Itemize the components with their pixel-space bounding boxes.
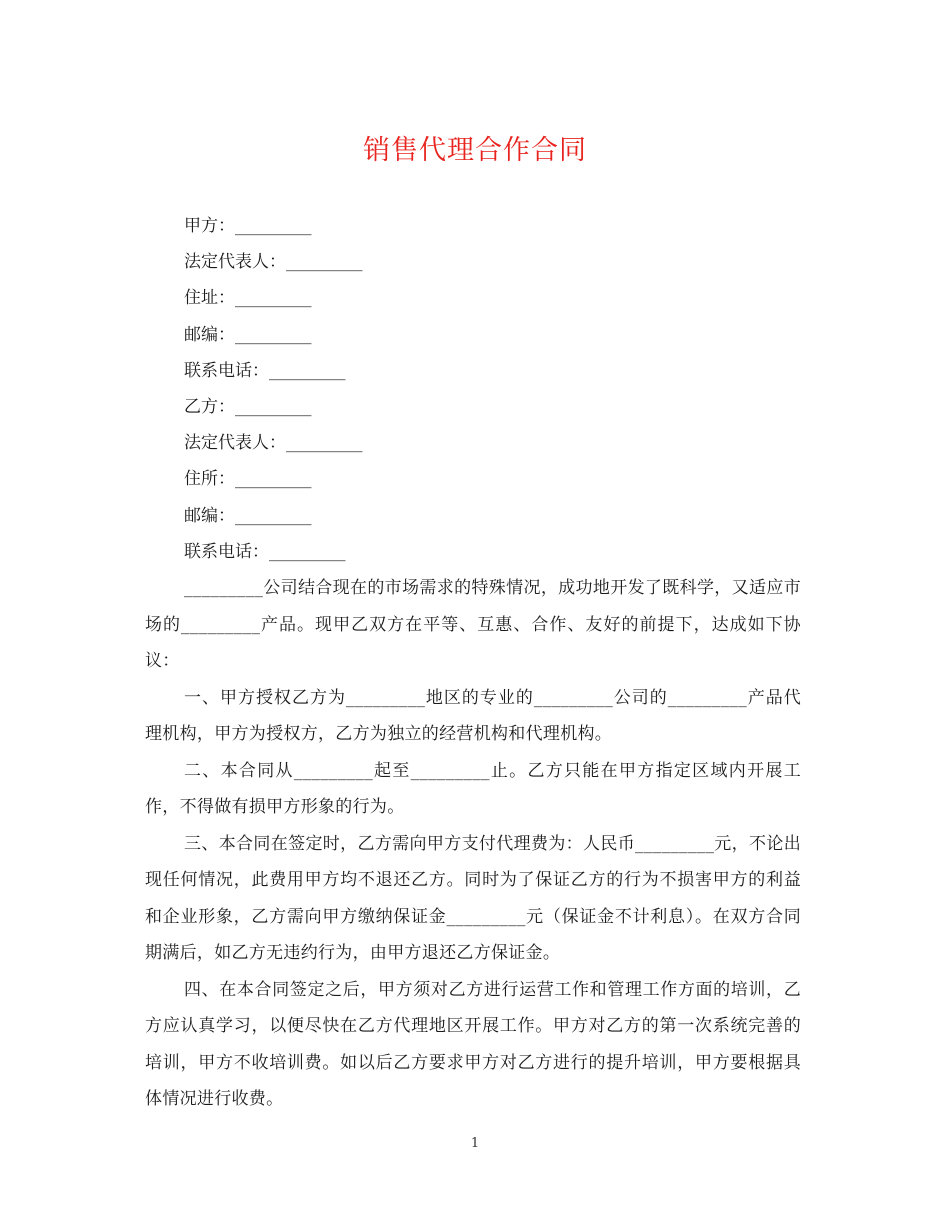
party-a-phone-field: 联系电话：_________ bbox=[184, 360, 346, 381]
clause-4-paragraph: 四、在本合同签定之后，甲方须对乙方进行运营工作和管理工作方面的培训，乙方应认真学习，以便尽快在乙方代理地区开展工作。甲方对乙方的第一次系统完善的培训，甲方不收培训费。如以后乙方要求甲方对乙方进行的提升培训，甲方要根据具体情况进行收费。 bbox=[145, 979, 801, 1109]
clause-2-paragraph: 二、本合同从_________起至_________止。乙方只能在甲方指定区域内开展工作，不得做有损甲方形象的行为。 bbox=[145, 760, 801, 817]
party-a-field: 甲方：_________ bbox=[184, 216, 312, 236]
clause-1-paragraph: 一、甲方授权乙方为_________地区的专业的_________公司的_________产品代理机构，甲方为授权方，乙方为独立的经营机构和代理机构。 bbox=[145, 687, 801, 744]
party-b-legal-rep-field: 法定代表人：_________ bbox=[184, 433, 363, 454]
contract-body bbox=[145, 570, 801, 1118]
clause-3-paragraph: 三、本合同在签定时，乙方需向甲方支付代理费为：人民币_________元，不论出现任何情况，此费用甲方均不退还乙方。同时为了保证乙方的行为不损害甲方的利益和企业形象，乙方需向甲方缴纳保证金_________元（保证金不计利息）。在双方合同期满后，如乙方无违约行为，由甲方退还乙方保证金。 bbox=[145, 833, 801, 963]
preamble-paragraph: _________公司结合现在的市场需求的特殊情况，成功地开发了既科学，又适应市场的_________产品。现甲乙双方在平等、互惠、合作、友好的前提下，达成如下协议： bbox=[145, 578, 801, 671]
party-a-address-field: 住址：_________ bbox=[184, 288, 312, 309]
party-b-postcode-field: 邮编：_________ bbox=[184, 505, 312, 526]
party-b-phone-field: 联系电话：_________ bbox=[184, 541, 346, 562]
party-a-postcode-field: 邮编：_________ bbox=[184, 324, 312, 345]
party-b-address-field: 住所：_________ bbox=[184, 469, 312, 490]
document-title: 销售代理合作合同 bbox=[363, 135, 587, 166]
party-b-field: 乙方：_________ bbox=[184, 397, 312, 418]
party-a-legal-rep-field: 法定代表人：_________ bbox=[184, 252, 363, 273]
page-number: 1 bbox=[470, 1136, 480, 1151]
party-info-list bbox=[184, 208, 363, 570]
